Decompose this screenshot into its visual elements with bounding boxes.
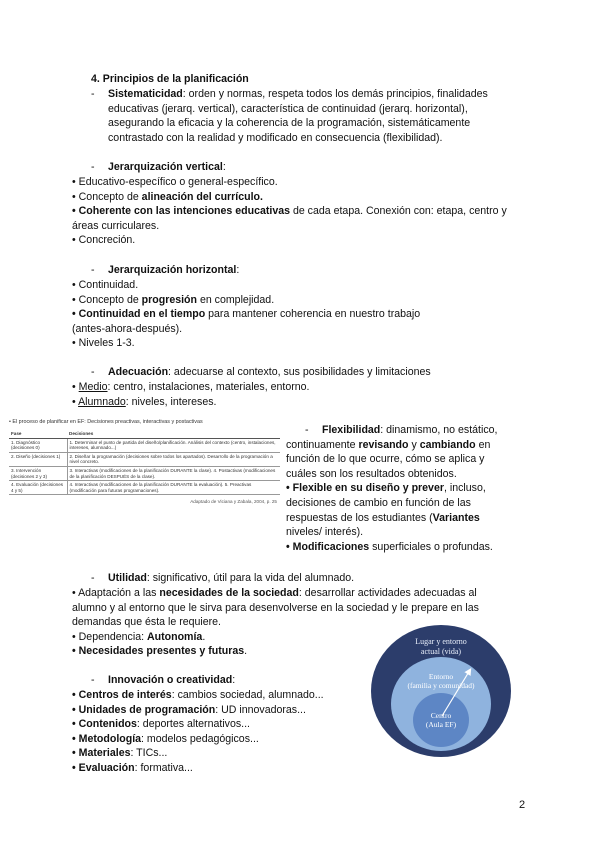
flexibilidad-line-8: niveles/ interés). [286,526,364,539]
vertical-line-4: • Concreción. [72,234,136,247]
sistematicidad-label: Sistematicidad [108,88,183,100]
utilidad-line-3: demandas que ésta le requiere. [72,616,222,629]
sistematicidad-line-3: asegurando la eficacia y la coherencia de la programación, sistemáticamente [108,117,471,130]
sistematicidad-line-4: contrastado con la realidad y modificado en consecuencia (flexibilidad). [108,131,443,144]
inner-label-2: (Aula EF) [425,720,457,729]
section-heading: 4. Principios de la planificación [91,73,249,85]
horizontal-line-2: • Concepto de progresión en complejidad. [72,293,275,306]
flexibilidad-line-2: continuamente revisando y cambiando en [286,438,491,451]
page-number: 2 [519,799,526,811]
dash-marker: - [91,161,95,173]
table-row: 2. Diseño (decisiones 1) 2. Diseñar la programación (decisiones sobre todos los apartados). Desarrollo de la programación a nivel concreto. [9,452,280,466]
dash-marker: - [91,366,95,378]
table-row: 3. Intervención (decisiones 2 y 3) 3. Interactivas (modificaciones de la planificación DURANTE la clase). 4. Postactivas (modificaciones de la planificación DESPUÉS de la clase). [9,466,280,480]
horizontal-block [72,278,532,351]
list-item: • Contenidos: deportes alternativos... [72,718,250,731]
middle-label-2: (familia y comunidad) [407,681,475,690]
flexibilidad-line-4: cuáles son los resultados obtenidos. [286,467,457,480]
innovacion-list [72,688,372,776]
table-header-row [9,430,280,438]
flexibilidad-line-5: • Flexible en su diseño y prever, incluso, [286,482,486,495]
figure-caption: Adaptado de Viciana y Zabala, 2004, p. 25 [190,499,277,505]
horizontal-line-3: • Continuidad en el tiempo para mantener coherencia en nuestro trabajo [72,308,421,321]
utilidad-line-1: • Adaptación a las necesidades de la sociedad: desarrollar actividades adecuadas al [72,587,477,599]
utilidad-line-5: • Necesidades presentes y futuras. [72,645,248,658]
adecuacion-block [72,380,532,409]
vertical-line-3-cont: áreas curriculares. [72,219,160,232]
decisions-table [9,430,280,495]
sistematicidad-line-2: educativas (jerarq. vertical), característica de continuidad (jerarq. horizontal), [108,102,468,115]
dash-marker: - [91,264,95,276]
list-item: • Unidades de programación: UD innovadoras... [72,703,306,716]
vertical-line-2: • Concepto de alineación del currículo. [72,190,263,203]
outer-label-2: actual (vida) [420,647,462,656]
horizontal-line-3-cont: (antes-ahora-después). [72,322,183,335]
horizontal-line-4: • Niveles 1-3. [72,337,135,350]
inner-label-1: Centro [430,711,452,720]
list-item: • Materiales: TICs... [72,747,168,760]
table-row: 1. Diagnóstico (decisiones 0) 1. Determinar el punto de partida del diseño/planificación. Análisis del contexto (centro, instalaciones, intereses, alumnado...) [9,438,280,452]
utilidad-line-4: • Dependencia: Autonomía. [72,630,206,643]
outer-label-1: Lugar y entorno [415,637,467,646]
sistematicidad-block [108,87,528,145]
adecuacion-alumnado: • Alumnado: niveles, intereses. [72,395,217,408]
table-header-fase: Fase [9,430,67,438]
adecuacion-medio: • Medio: centro, instalaciones, materiales, entorno. [72,381,310,393]
decisions-figure [9,419,281,505]
list-item: • Metodología: modelos pedagógicos... [72,732,259,745]
vertical-heading: Jerarquización vertical: [108,161,226,173]
sistematicidad-line-1: : orden y normas, respeta todos los demás principios, finalidades [182,88,488,100]
vertical-line-3: • Coherente con las intenciones educativas de cada etapa. Conexión con: etapa, centro y [72,205,507,218]
vertical-line-1: • Educativo-específico o general-específico. [72,176,278,188]
utilidad-heading: Utilidad: significativo, útil para la vida del alumnado. [108,572,355,584]
table-row: 4. Evaluación (decisiones 4 y 5) 4. Interactivas (modificaciones de la planificación DURANTE la evaluación). 5. Preactivas (modificación para futuras programaciones). [9,481,280,495]
utilidad-line-2: alumno y al entorno que le sirva para desenvolverse en la sociedad y le prepare en las [72,601,479,614]
horizontal-heading: Jerarquización horizontal: [108,264,240,276]
adecuacion-heading: Adecuación: adecuarse al contexto, sus posibilidades y limitaciones [108,366,431,378]
flexibilidad-line-9: • Modificaciones superficiales o profundas. [286,540,493,553]
flexibilidad-block: Flexibilidad: dinamismo, no estático, continuamente revisando y cambiando en función de lo que ocurre, cómo se aplica y cuáles son los resultados obtenidos. • Flexible en su diseño y prever, incluso, decisiones de cambio en función de las respuestas de los estudiantes (Variantes niveles/ interés). • Modificaciones superficiales o profundas. [286,423,526,554]
dash-marker: - [91,572,95,584]
dash-marker: - [305,424,309,436]
flexibilidad-line-6: decisiones de cambio en función de las [286,496,471,509]
flexibilidad-label: Flexibilidad [322,424,381,436]
dash-marker: - [91,88,95,100]
dash-marker: - [91,674,95,686]
middle-label-1: Entorno [428,672,454,681]
context-diagram [370,624,512,758]
horizontal-line-1: • Continuidad. [72,279,139,291]
list-item: • Centros de interés: cambios sociedad, alumnado... [72,689,324,701]
flexibilidad-line-7: respuestas de los estudiantes (Variantes [286,511,480,524]
table-header-decisiones: Decisiones [67,430,280,438]
vertical-block [72,175,532,248]
innovacion-heading: Innovación o creatividad: [108,674,236,686]
figure-title: • El proceso de planificar en EF: Decisiones preactivas, interactivas y postactivas [9,419,203,425]
flexibilidad-line-3: función de lo que ocurre, cómo se aplica y [286,453,485,466]
list-item: • Evaluación: formativa... [72,761,193,774]
